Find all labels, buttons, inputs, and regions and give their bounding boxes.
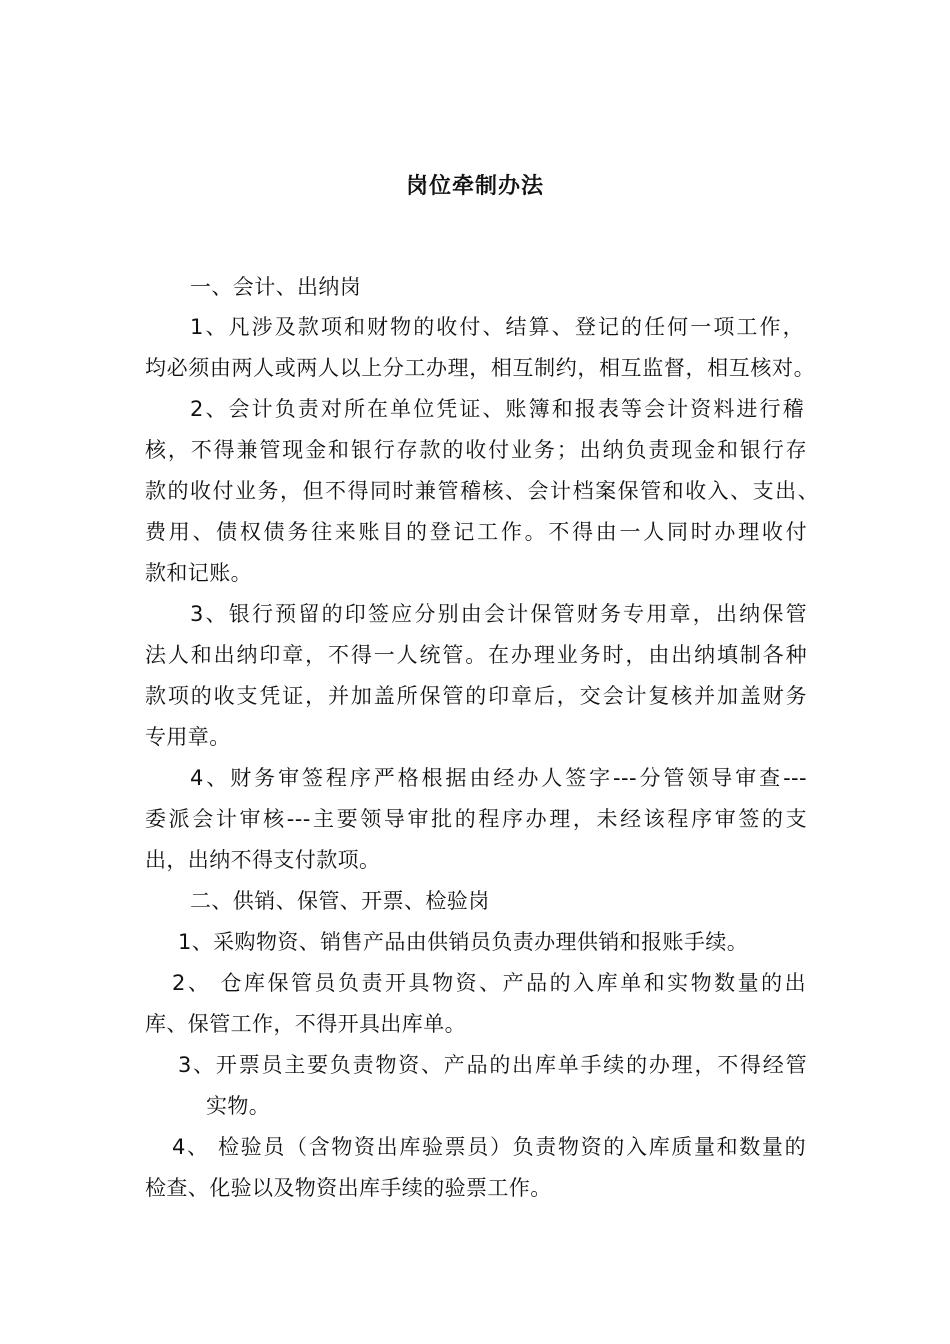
paragraph-line: 库、保管工作，不得开具出库单。 xyxy=(145,1012,466,1036)
paragraph-line: 费用、债权债务往来账目的登记工作。不得由一人同时办理收付 xyxy=(145,520,807,544)
paragraph-line: 2、会计负责对所在单位凭证、账簿和报表等会计资料进行稽 xyxy=(190,397,804,421)
document-title: 岗位牵制办法 xyxy=(405,174,544,199)
paragraph-line: 3、开票员主要负责物资、产品的出库单手续的办理，不得经管 xyxy=(178,1053,807,1077)
paragraph-line: 专用章。 xyxy=(145,725,231,749)
paragraph-line: 出，出纳不得支付款项。 xyxy=(145,848,381,872)
paragraph-line: 委派会计审核---主要领导审批的程序办理，未经该程序审签的支 xyxy=(145,807,807,831)
paragraph-line: 款项的收支凭证，并加盖所保管的印章后，交会计复核并加盖财务 xyxy=(145,684,807,708)
paragraph-line: 1、凡涉及款项和财物的收付、结算、登记的任何一项工作， xyxy=(190,315,804,339)
paragraph-line: 法人和出纳印章，不得一人统管。在办理业务时，由出纳填制各种 xyxy=(145,643,807,667)
paragraph-line: 4、财务审签程序严格根据由经办人签字---分管领导审查--- xyxy=(190,766,807,790)
paragraph-line: 实物。 xyxy=(206,1094,271,1118)
paragraph-line: 2、 仓库保管员负责开具物资、产品的入库单和实物数量的出 xyxy=(172,971,806,995)
paragraph-line: 4、 检验员（含物资出库验票员）负责物资的入库质量和数量的 xyxy=(172,1135,806,1159)
paragraph-line: 核，不得兼管现金和银行存款的收付业务；出纳负责现金和银行存 xyxy=(145,438,807,462)
section-heading-supply: 二、供销、保管、开票、检验岗 xyxy=(190,889,490,913)
paragraph-line: 款的收付业务，但不得同时兼管稽核、会计档案保管和收入、支出、 xyxy=(145,479,819,503)
paragraph-line: 3、银行预留的印签应分别由会计保管财务专用章，出纳保管 xyxy=(190,602,807,626)
section-heading-accounting: 一、会计、出纳岗 xyxy=(190,275,362,299)
paragraph-line: 均必须由两人或两人以上分工办理，相互制约，相互监督，相互核对。 xyxy=(145,356,815,380)
paragraph-line: 款和记账。 xyxy=(145,561,252,585)
paragraph-line: 1、采购物资、销售产品由供销员负责办理供销和报账手续。 xyxy=(178,930,749,954)
paragraph-line: 检查、化验以及物资出库手续的验票工作。 xyxy=(145,1176,552,1200)
